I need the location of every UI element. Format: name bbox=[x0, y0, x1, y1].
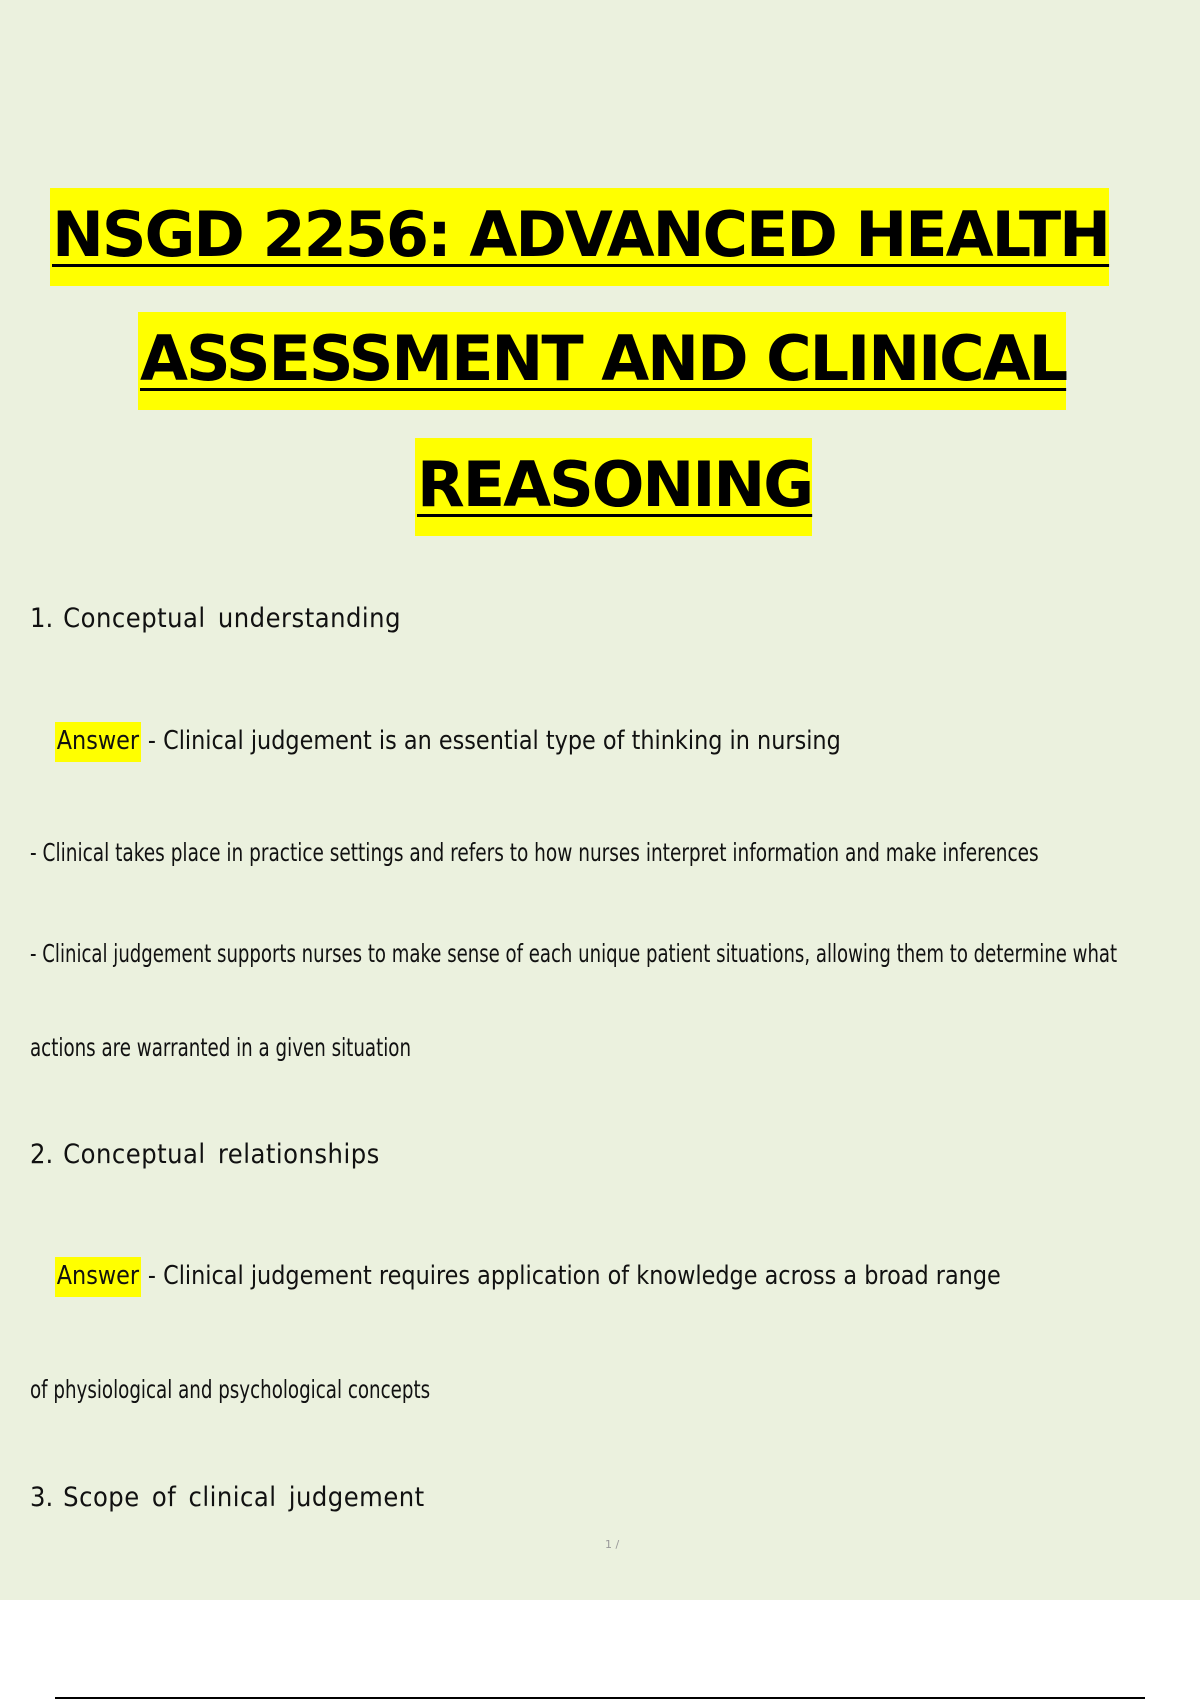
answer-1-line-1: - Clinical takes place in practice settings and refers to how nurses interpret information and make inferences bbox=[30, 838, 1039, 867]
question-number: 3. bbox=[30, 1482, 54, 1513]
answer-1 bbox=[55, 726, 841, 756]
question-2 bbox=[30, 1139, 380, 1170]
question-text: Conceptual relationships bbox=[63, 1139, 380, 1170]
answer-1-line-3: actions are warranted in a given situation bbox=[30, 1033, 412, 1062]
answer-1-line-2: - Clinical judgement supports nurses to make sense of each unique patient situations, allowing them to determine what bbox=[30, 939, 1118, 968]
question-3 bbox=[30, 1482, 425, 1513]
question-text: Scope of clinical judgement bbox=[63, 1482, 425, 1513]
answer-2-line-1: of physiological and psychological concepts bbox=[30, 1375, 431, 1404]
title-line-1: NSGD 2256: ADVANCED HEALTH bbox=[50, 188, 1109, 286]
title-line-2: ASSESSMENT AND CLINICAL bbox=[138, 312, 1066, 410]
footer-rule bbox=[55, 1697, 1145, 1699]
answer-label: Answer bbox=[55, 1257, 141, 1297]
question-number: 2. bbox=[30, 1139, 54, 1170]
answer-text: - Clinical judgement requires application of knowledge across a broad range bbox=[140, 1261, 1001, 1291]
question-1 bbox=[30, 603, 401, 634]
answer-label: Answer bbox=[55, 722, 141, 762]
page-number: 1 / bbox=[605, 1538, 620, 1551]
answer-text: - Clinical judgement is an essential type of thinking in nursing bbox=[140, 726, 841, 756]
title-line-3: REASONING bbox=[415, 438, 812, 536]
question-text: Conceptual understanding bbox=[63, 603, 401, 634]
answer-2 bbox=[55, 1261, 1001, 1291]
question-number: 1. bbox=[30, 603, 54, 634]
